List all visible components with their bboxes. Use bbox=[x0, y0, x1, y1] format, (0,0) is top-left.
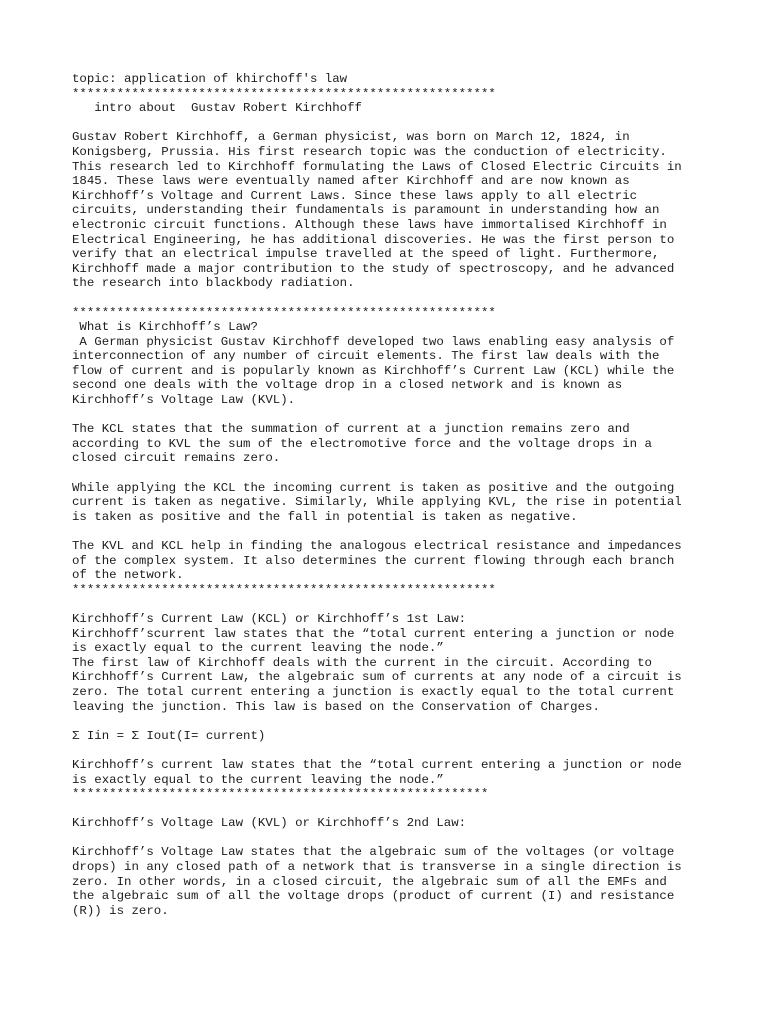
document-line: circuits, understanding their fundamentals is paramount in understanding how an bbox=[72, 203, 660, 218]
document-line bbox=[72, 291, 712, 306]
document-line: zero. In other words, in a closed circuit, the algebraic sum of all the EMFs and bbox=[72, 874, 667, 889]
document-line: The first law of Kirchhoff deals with the current in the circuit. According to bbox=[72, 655, 652, 670]
document-line: the algebraic sum of all the voltage drops (product of current (I) and resistance bbox=[72, 889, 675, 904]
document-line: drops) in any closed path of a network that is transverse in a single direction is bbox=[72, 860, 682, 875]
document-line: topic: application of khirchoff's law bbox=[72, 72, 348, 86]
document-line: leaving the junction. This law is based on the Conservation of Charges. bbox=[72, 699, 600, 714]
document-line bbox=[72, 524, 712, 539]
document-line bbox=[72, 802, 712, 817]
document-line: Σ Iin = Σ Iout(I= current) bbox=[72, 728, 266, 743]
document-line: is exactly equal to the current leaving the node.” bbox=[72, 772, 444, 787]
document-line: Kirchhoff’s Voltage Law states that the algebraic sum of the voltages (or voltage bbox=[72, 845, 675, 860]
document-line: Kirchhoff’s Voltage Law (KVL) or Kirchhoff’s 2nd Law: bbox=[72, 816, 467, 831]
document-line bbox=[72, 743, 712, 758]
document-line bbox=[72, 408, 712, 423]
document-line: The KCL states that the summation of current at a junction remains zero and bbox=[72, 422, 630, 437]
document-line: This research led to Kirchhoff formulating the Laws of Closed Electric Circuits in bbox=[72, 159, 682, 174]
document-body bbox=[72, 72, 712, 918]
document-line: ********************************************************* bbox=[72, 582, 496, 597]
document-line: of the complex system. It also determines the current flowing through each branch bbox=[72, 553, 675, 568]
document-line: electronic circuit functions. Although these laws have immortalised Kirchhoff in bbox=[72, 217, 667, 232]
document-line: Kirchhoff’s current law states that the “total current entering a junction or node bbox=[72, 757, 682, 772]
document-line: While applying the KCL the incoming current is taken as positive and the outgoing bbox=[72, 480, 675, 495]
document-line: Kirchhoff’scurrent law states that the “total current entering a junction or node bbox=[72, 626, 675, 641]
document-line: according to KVL the sum of the electromotive force and the voltage drops in a bbox=[72, 436, 652, 451]
document-line: current is taken as negative. Similarly, While applying KVL, the rise in potential bbox=[72, 495, 682, 510]
document-line: flow of current and is popularly known as Kirchhoff’s Current Law (KCL) while the bbox=[72, 363, 675, 378]
document-line: closed circuit remains zero. bbox=[72, 451, 281, 466]
document-line: What is Kirchhoff’s Law? bbox=[72, 320, 258, 335]
document-line: Kirchhoff made a major contribution to the study of spectroscopy, and he advanced bbox=[72, 261, 675, 276]
document-line: ********************************************************* bbox=[72, 86, 496, 101]
document-line: Kirchhoff’s Voltage and Current Laws. Since these laws apply to all electric bbox=[72, 188, 638, 203]
document-line: (R)) is zero. bbox=[72, 903, 169, 918]
document-line: is taken as positive and the fall in potential is taken as negative. bbox=[72, 509, 578, 524]
document-line: Gustav Robert Kirchhoff, a German physicist, was born on March 12, 1824, in bbox=[72, 130, 630, 145]
document-line: zero. The total current entering a junction is exactly equal to the total current bbox=[72, 684, 675, 699]
document-line: 1845. These laws were eventually named after Kirchhoff and are now known as bbox=[72, 174, 630, 189]
document-line: ********************************************************* bbox=[72, 305, 496, 320]
document-line: A German physicist Gustav Kirchhoff developed two laws enabling easy analysis of bbox=[72, 334, 675, 349]
document-line: Kirchhoff’s Current Law, the algebraic sum of currents at any node of a circuit is bbox=[72, 670, 682, 685]
document-line: The KVL and KCL help in finding the analogous electrical resistance and impedances bbox=[72, 539, 682, 553]
document-line: interconnection of any number of circuit elements. The first law deals with the bbox=[72, 349, 660, 364]
document-line bbox=[72, 831, 712, 846]
document-line: of the network. bbox=[72, 568, 184, 583]
document-line bbox=[72, 466, 712, 481]
document-line: verify that an electrical impulse travelled at the speed of light. Furthermore, bbox=[72, 247, 660, 262]
document-line bbox=[72, 714, 712, 729]
document-line: is exactly equal to the current leaving the node.” bbox=[72, 641, 444, 656]
document-line: ******************************************************** bbox=[72, 787, 489, 802]
document-line bbox=[72, 116, 712, 131]
document-line: Konigsberg, Prussia. His first research topic was the conduction of electricity. bbox=[72, 144, 667, 159]
document-line: the research into blackbody radiation. bbox=[72, 276, 355, 291]
document-line bbox=[72, 597, 712, 612]
document-line: Kirchhoff’s Current Law (KCL) or Kirchhoff’s 1st Law: bbox=[72, 611, 467, 626]
document-line: intro about Gustav Robert Kirchhoff bbox=[72, 101, 362, 116]
document-line: Electrical Engineering, he has additional discoveries. He was the first person to bbox=[72, 232, 675, 247]
document-line: Kirchhoff’s Voltage Law (KVL). bbox=[72, 393, 296, 408]
document-line: second one deals with the voltage drop in a closed network and is known as bbox=[72, 378, 623, 393]
